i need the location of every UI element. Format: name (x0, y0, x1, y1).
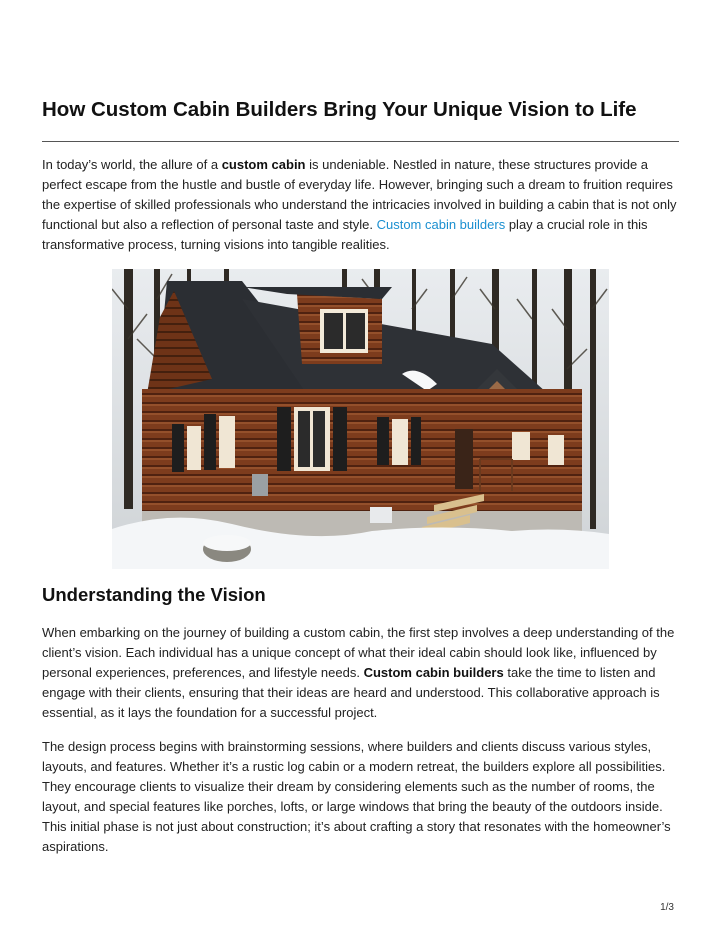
intro-paragraph (42, 155, 682, 255)
intro-bold-custom-cabin: custom cabin (221, 157, 306, 172)
intro-text-1: In today’s world, the allure of a (42, 157, 222, 172)
vision-p1-text-1: When embarking on the journey of building a custom cabin, the first step involves a deep understanding of the client’s vision. Each individual has a unique concept of what their ideal cabin should look like, influenced by personal experiences, preferences, and lifestyle needs. (42, 625, 675, 680)
vision-paragraph-1 (42, 623, 682, 723)
intro-text-2: is undeniable. Nestled in nature, these structures provide a perfect escape from the hustle and bustle of everyday life. However, bringing such a dream to fruition requires the expertise of skilled professionals who understand the intricacies involved in building a cabin that is not only functional but also a reflection of personal taste and style. (42, 157, 677, 232)
vision-paragraph-2: The design process begins with brainstorming sessions, where builders and clients discuss various styles, layouts, and features. Whether it’s a rustic log cabin or a modern retreat, the builders explore all possibilities. They encourage clients to visualize their dream by considering elements such as the number of rooms, the layout, and special features like porches, lofts, or large windows that bring the beauty of the outdoors inside. This initial phase is not just about construction; it’s about crafting a story that resonates with the homeowner’s aspirations. (42, 739, 671, 854)
vision-p1-text-2: take the time to listen and engage with their clients, ensuring that their ideas are heard and understood. This collaborative approach is essential, as it lays the foundation for a successful project. (42, 665, 660, 720)
custom-cabin-builders-link[interactable]: Custom cabin builders (376, 217, 506, 232)
section-heading: Understanding the Vision (42, 584, 266, 605)
vision-p1-bold: Custom cabin builders (363, 665, 504, 680)
intro-text-3: play a crucial role in this transformative process, turning visions into tangible realities. (42, 217, 648, 252)
cabin-photo (112, 269, 609, 569)
page-title: How Custom Cabin Builders Bring Your Unique Vision to Life (42, 98, 637, 121)
title-divider (42, 141, 679, 142)
page-number: 1/3 (660, 902, 674, 913)
